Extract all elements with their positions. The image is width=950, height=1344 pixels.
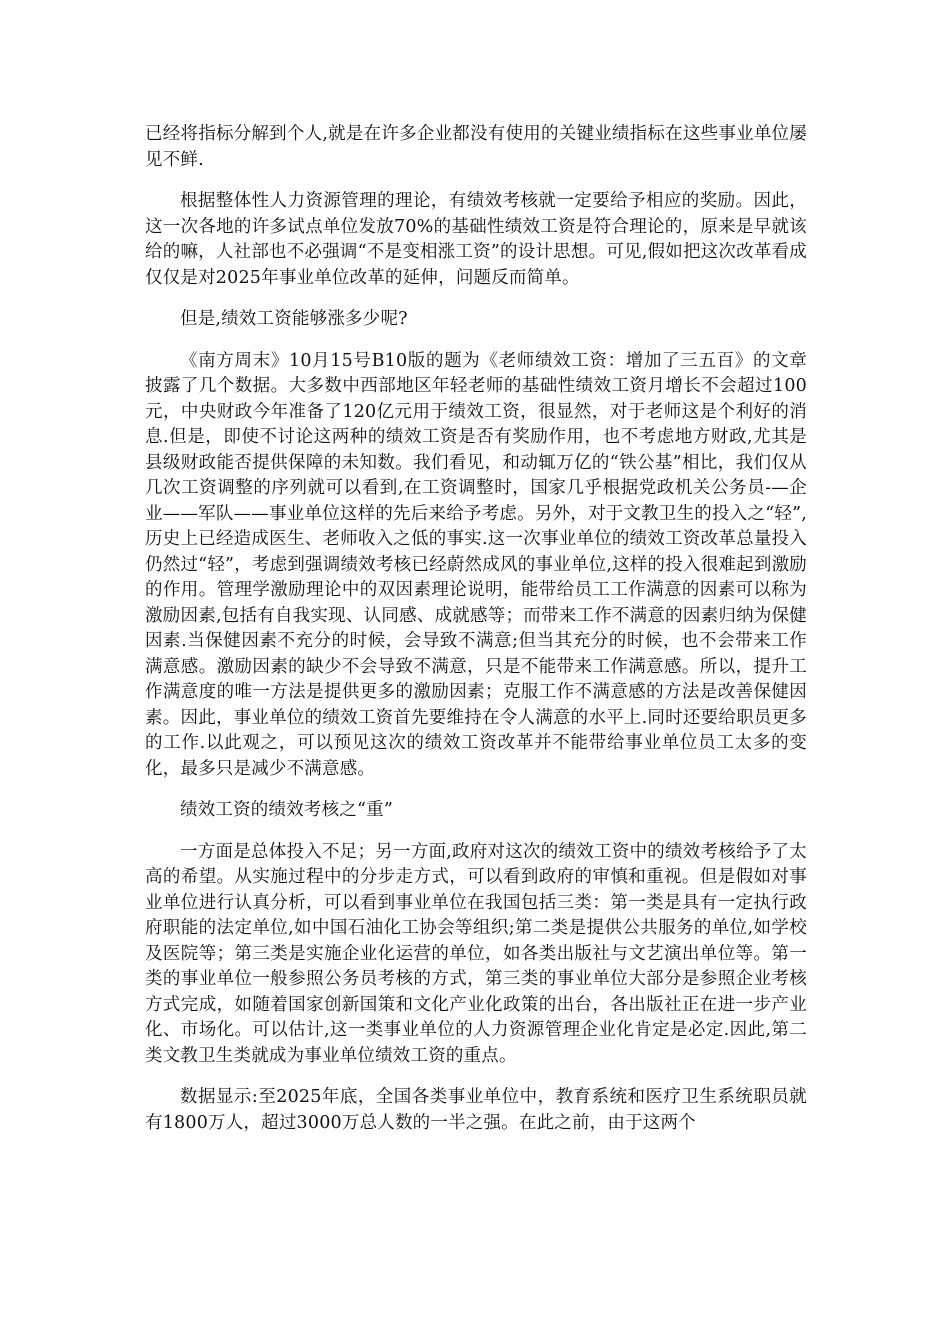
paragraph-1: 已经将指标分解到个人,就是在许多企业都没有使用的关键业绩指标在这些事业单位屡见不鲜. [145,124,807,170]
paragraph-2: 根据整体性人力资源管理的理论，有绩效考核就一定要给予相应的奖励。因此，这一次各地的许多试点单位发放70%的基础性绩效工资是符合理论的，原来是早就该给的嘛，人社部也不必强调“不是变相涨工资”的设计思想。可见,假如把这次改革看成仅仅是对2025年事业单位改革的延伸，问题反而简单。 [145,191,807,288]
paragraph-3: 但是,绩效工资能够涨多少呢? [180,309,408,329]
section-heading: 绩效工资的绩效考核之“重” [180,800,393,820]
document-page [145,122,807,1152]
paragraph-7: 数据显示:至2025年底，全国各类事业单位中，教育系统和医疗卫生系统职员就有1800万人，超过3000万总人数的一半之强。在此之前，由于这两个 [145,1087,807,1133]
paragraph-6: 一方面是总体投入不足；另一方面,政府对这次的绩效工资中的绩效考核给予了太高的希望。从实施过程中的分步走方式，可以看到政府的审慎和重视。但是假如对事业单位进行认真分析，可以看到事业单位在我国包括三类：第一类是具有一定执行政府职能的法定单位,如中国石油化工协会等组织;第二类是提供公共服务的单位,如学校及医院等；第三类是实施企业化运营的单位，如各类出版社与文艺演出单位等。第一类的事业单位一般参照公务员考核的方式，第三类的事业单位大部分是参照企业考核方式完成，如随着国家创新国策和文化产业化政策的出台，各出版社正在进一步产业化、市场化。可以估计,这一类事业单位的人力资源管理企业化肯定是必定.因此,第二类文教卫生类就成为事业单位绩效工资的重点。 [145,841,807,1066]
paragraph-4: 《南方周末》10月15号B10版的题为《老师绩效工资：增加了三五百》的文章披露了几个数据。大多数中西部地区年轻老师的基础性绩效工资月增长不会超过100元，中央财政今年准备了120亿元用于绩效工资，很显然，对于老师这是个利好的消息.但是，即使不讨论这两种的绩效工资是否有奖励作用，也不考虑地方财政,尤其是县级财政能否提供保障的未知数。我们看见，和动辄万亿的“铁公基”相比，我们仅从几次工资调整的序列就可以看到,在工资调整时，国家几乎根据党政机关公务员-—企业——军队——事业单位这样的先后来给予考虑。另外，对于文教卫生的投入之“轻”,历史上已经造成医生、老师收入之低的事实.这一次事业单位的绩效工资改革总量投入仍然过“轻”，考虑到强调绩效考核已经蔚然成风的事业单位,这样的投入很难起到激励的作用。管理学激励理论中的双因素理论说明，能带给员工工作满意的因素可以称为激励因素,包括有自我实现、认同感、成就感等；而带来工作不满意的因素归纳为保健因素.当保健因素不充分的时候，会导致不满意;但当其充分的时候，也不会带来工作满意感。激励因素的缺少不会导致不满意，只是不能带来工作满意感。所以，提升工作满意度的唯一方法是提供更多的激励因素；克服工作不满意感的方法是改善保健因素。因此，事业单位的绩效工资首先要维持在令人满意的水平上.同时还要给职员更多的工作.以此观之，可以预见这次的绩效工资改革并不能带给事业单位员工太多的变化，最多只是减少不满意感。 [145,350,807,779]
